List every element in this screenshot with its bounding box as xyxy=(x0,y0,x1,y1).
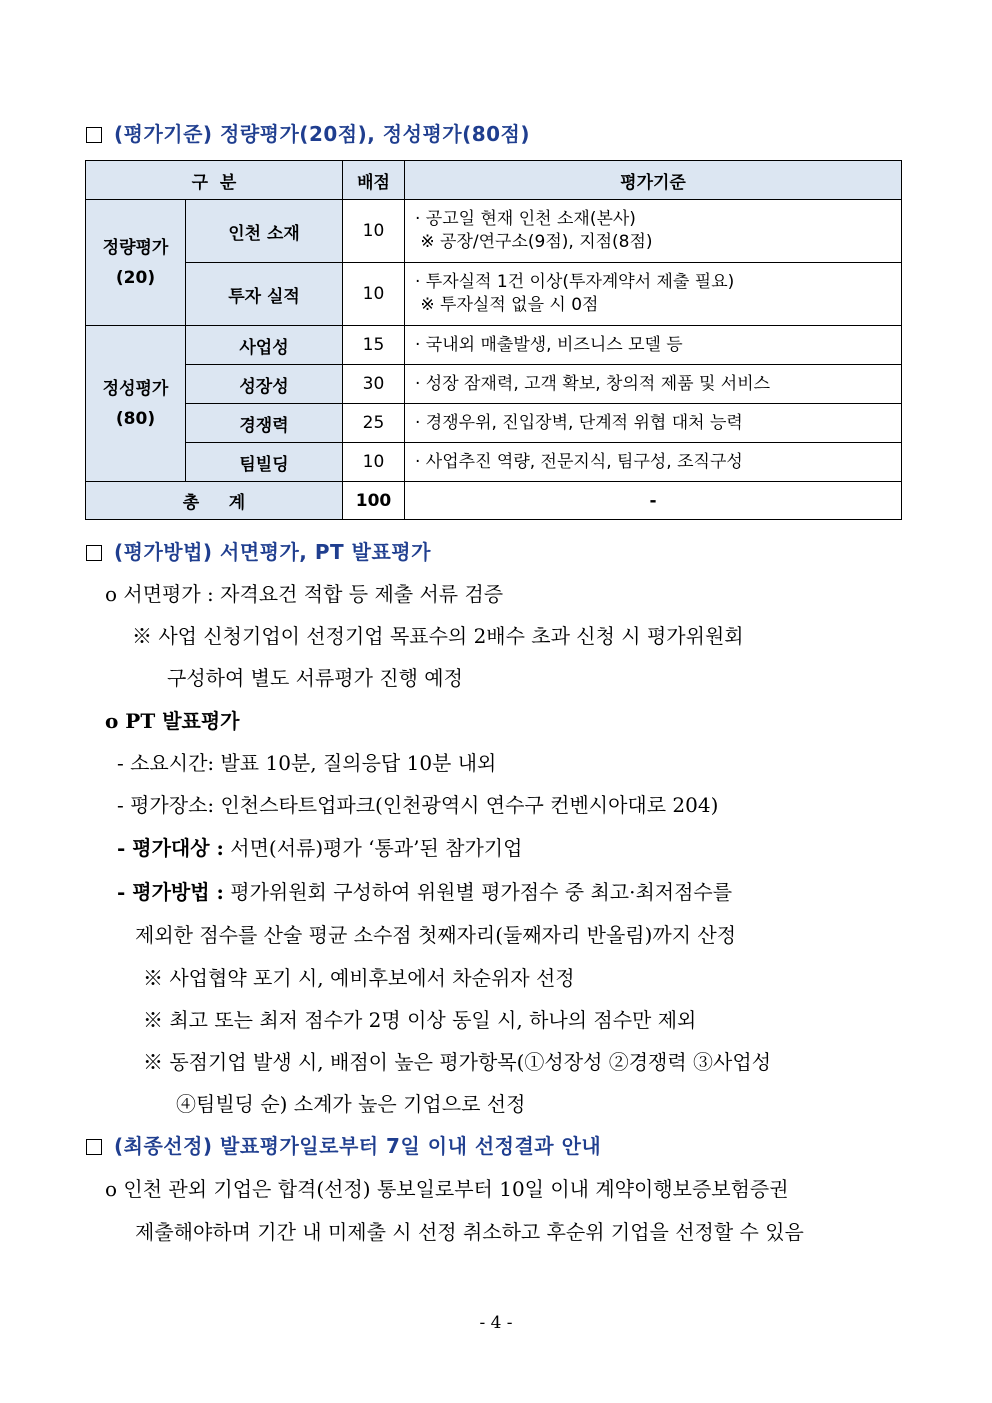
table-row xyxy=(86,365,902,404)
doc-eval-note-cont: 구성하여 별도 서류평가 진행 예정 xyxy=(167,666,463,690)
final-text: o 인천 관외 기업은 합격(선정) 통보일로부터 10일 이내 계약이행보증보험증권 xyxy=(105,1177,789,1201)
table-row xyxy=(86,200,902,263)
item-criteria xyxy=(405,200,902,263)
section-heading-criteria: (평가기준) 정량평가(20점), 정성평가(80점) xyxy=(86,118,530,147)
evaluation-table xyxy=(85,160,902,520)
table-row xyxy=(86,404,902,443)
item-criteria xyxy=(405,263,902,326)
item-label: 팀빌딩 xyxy=(186,443,343,482)
doc-eval-item: o 서면평가 : 자격요건 적합 등 제출 서류 검증 xyxy=(105,582,504,606)
pt-note: ※ 사업협약 포기 시, 예비후보에서 차순위자 선정 xyxy=(143,966,575,990)
item-criteria: · 경쟁우위, 진입장벽, 단계적 위협 대처 능력 xyxy=(405,404,902,443)
total-criteria: - xyxy=(405,482,902,520)
item-score: 30 xyxy=(343,365,405,404)
table-row xyxy=(86,443,902,482)
item-score: 10 xyxy=(343,263,405,326)
checkbox-square-icon xyxy=(86,545,102,561)
group-qualitative: 정성평가 (80) xyxy=(86,326,186,482)
pt-target-text: 서면(서류)평가 ‘통과’된 참가기업 xyxy=(223,836,523,860)
table-total-row xyxy=(86,482,902,520)
item-score: 15 xyxy=(343,326,405,365)
pt-time: - 소요시간: 발표 10분, 질의응답 10분 내외 xyxy=(117,751,497,775)
item-criteria: · 국내외 매출발생, 비즈니스 모델 등 xyxy=(405,326,902,365)
checkbox-square-icon xyxy=(86,127,102,143)
pt-note-cont: ④팀빌딩 순) 소계가 높은 기업으로 선정 xyxy=(176,1092,526,1116)
criteria-note: ※ 투자실적 없을 시 0점 xyxy=(415,295,599,315)
table-header-row xyxy=(86,161,902,200)
item-score: 25 xyxy=(343,404,405,443)
header-division: 구 분 xyxy=(86,161,343,200)
item-criteria: · 성장 잠재력, 고객 확보, 창의적 제품 및 서비스 xyxy=(405,365,902,404)
pt-note: ※ 최고 또는 최저 점수가 2명 이상 동일 시, 하나의 점수만 제외 xyxy=(143,1008,697,1032)
item-label: 경쟁력 xyxy=(186,404,343,443)
header-score: 배점 xyxy=(343,161,405,200)
criteria-line: · 투자실적 1건 이상(투자계약서 제출 필요) xyxy=(415,272,735,292)
pt-method-label: - 평가방법 : xyxy=(117,880,224,904)
table-row xyxy=(86,263,902,326)
total-label: 총 계 xyxy=(86,482,343,520)
item-criteria: · 사업추진 역량, 전문지식, 팀구성, 조직구성 xyxy=(405,443,902,482)
pt-note: ※ 동점기업 발생 시, 배점이 높은 평가항목(①성장성 ②경쟁력 ③사업성 xyxy=(143,1050,772,1074)
criteria-note: ※ 공장/연구소(9점), 지점(8점) xyxy=(415,232,653,252)
group-quantitative: 정량평가 (20) xyxy=(86,200,186,326)
item-score: 10 xyxy=(343,443,405,482)
page-number: - 4 - xyxy=(479,1313,513,1333)
item-label: 투자 실적 xyxy=(186,263,343,326)
pt-place: - 평가장소: 인천스타트업파크(인천광역시 연수구 컨벤시아대로 204) xyxy=(117,793,719,817)
item-label: 인천 소재 xyxy=(186,200,343,263)
pt-target-label: - 평가대상 : xyxy=(117,836,224,860)
item-score: 10 xyxy=(343,200,405,263)
pt-eval-title: o PT 발표평가 xyxy=(105,709,240,733)
item-label: 성장성 xyxy=(186,365,343,404)
section-heading-final: (최종선정) 발표평가일로부터 7일 이내 선정결과 안내 xyxy=(86,1130,601,1159)
pt-method-text: 평가위원회 구성하여 위원별 평가점수 중 최고·최저점수를 xyxy=(223,880,733,904)
section-heading-method: (평가방법) 서면평가, PT 발표평가 xyxy=(86,536,431,565)
pt-target xyxy=(117,832,522,861)
criteria-line: · 공고일 현재 인천 소재(본사) xyxy=(415,209,636,229)
header-criteria: 평가기준 xyxy=(405,161,902,200)
doc-eval-note: ※ 사업 신청기업이 선정기업 목표수의 2배수 초과 신청 시 평가위원회 xyxy=(132,624,744,648)
pt-method xyxy=(117,876,732,905)
item-label: 사업성 xyxy=(186,326,343,365)
total-score: 100 xyxy=(343,482,405,520)
pt-method-cont: 제외한 점수를 산술 평균 소수점 첫째자리(둘째자리 반올림)까지 산정 xyxy=(135,923,737,947)
checkbox-square-icon xyxy=(86,1139,102,1155)
final-text-cont: 제출해야하며 기간 내 미제출 시 선정 취소하고 후순위 기업을 선정할 수 있음 xyxy=(135,1220,804,1244)
table-row xyxy=(86,326,902,365)
